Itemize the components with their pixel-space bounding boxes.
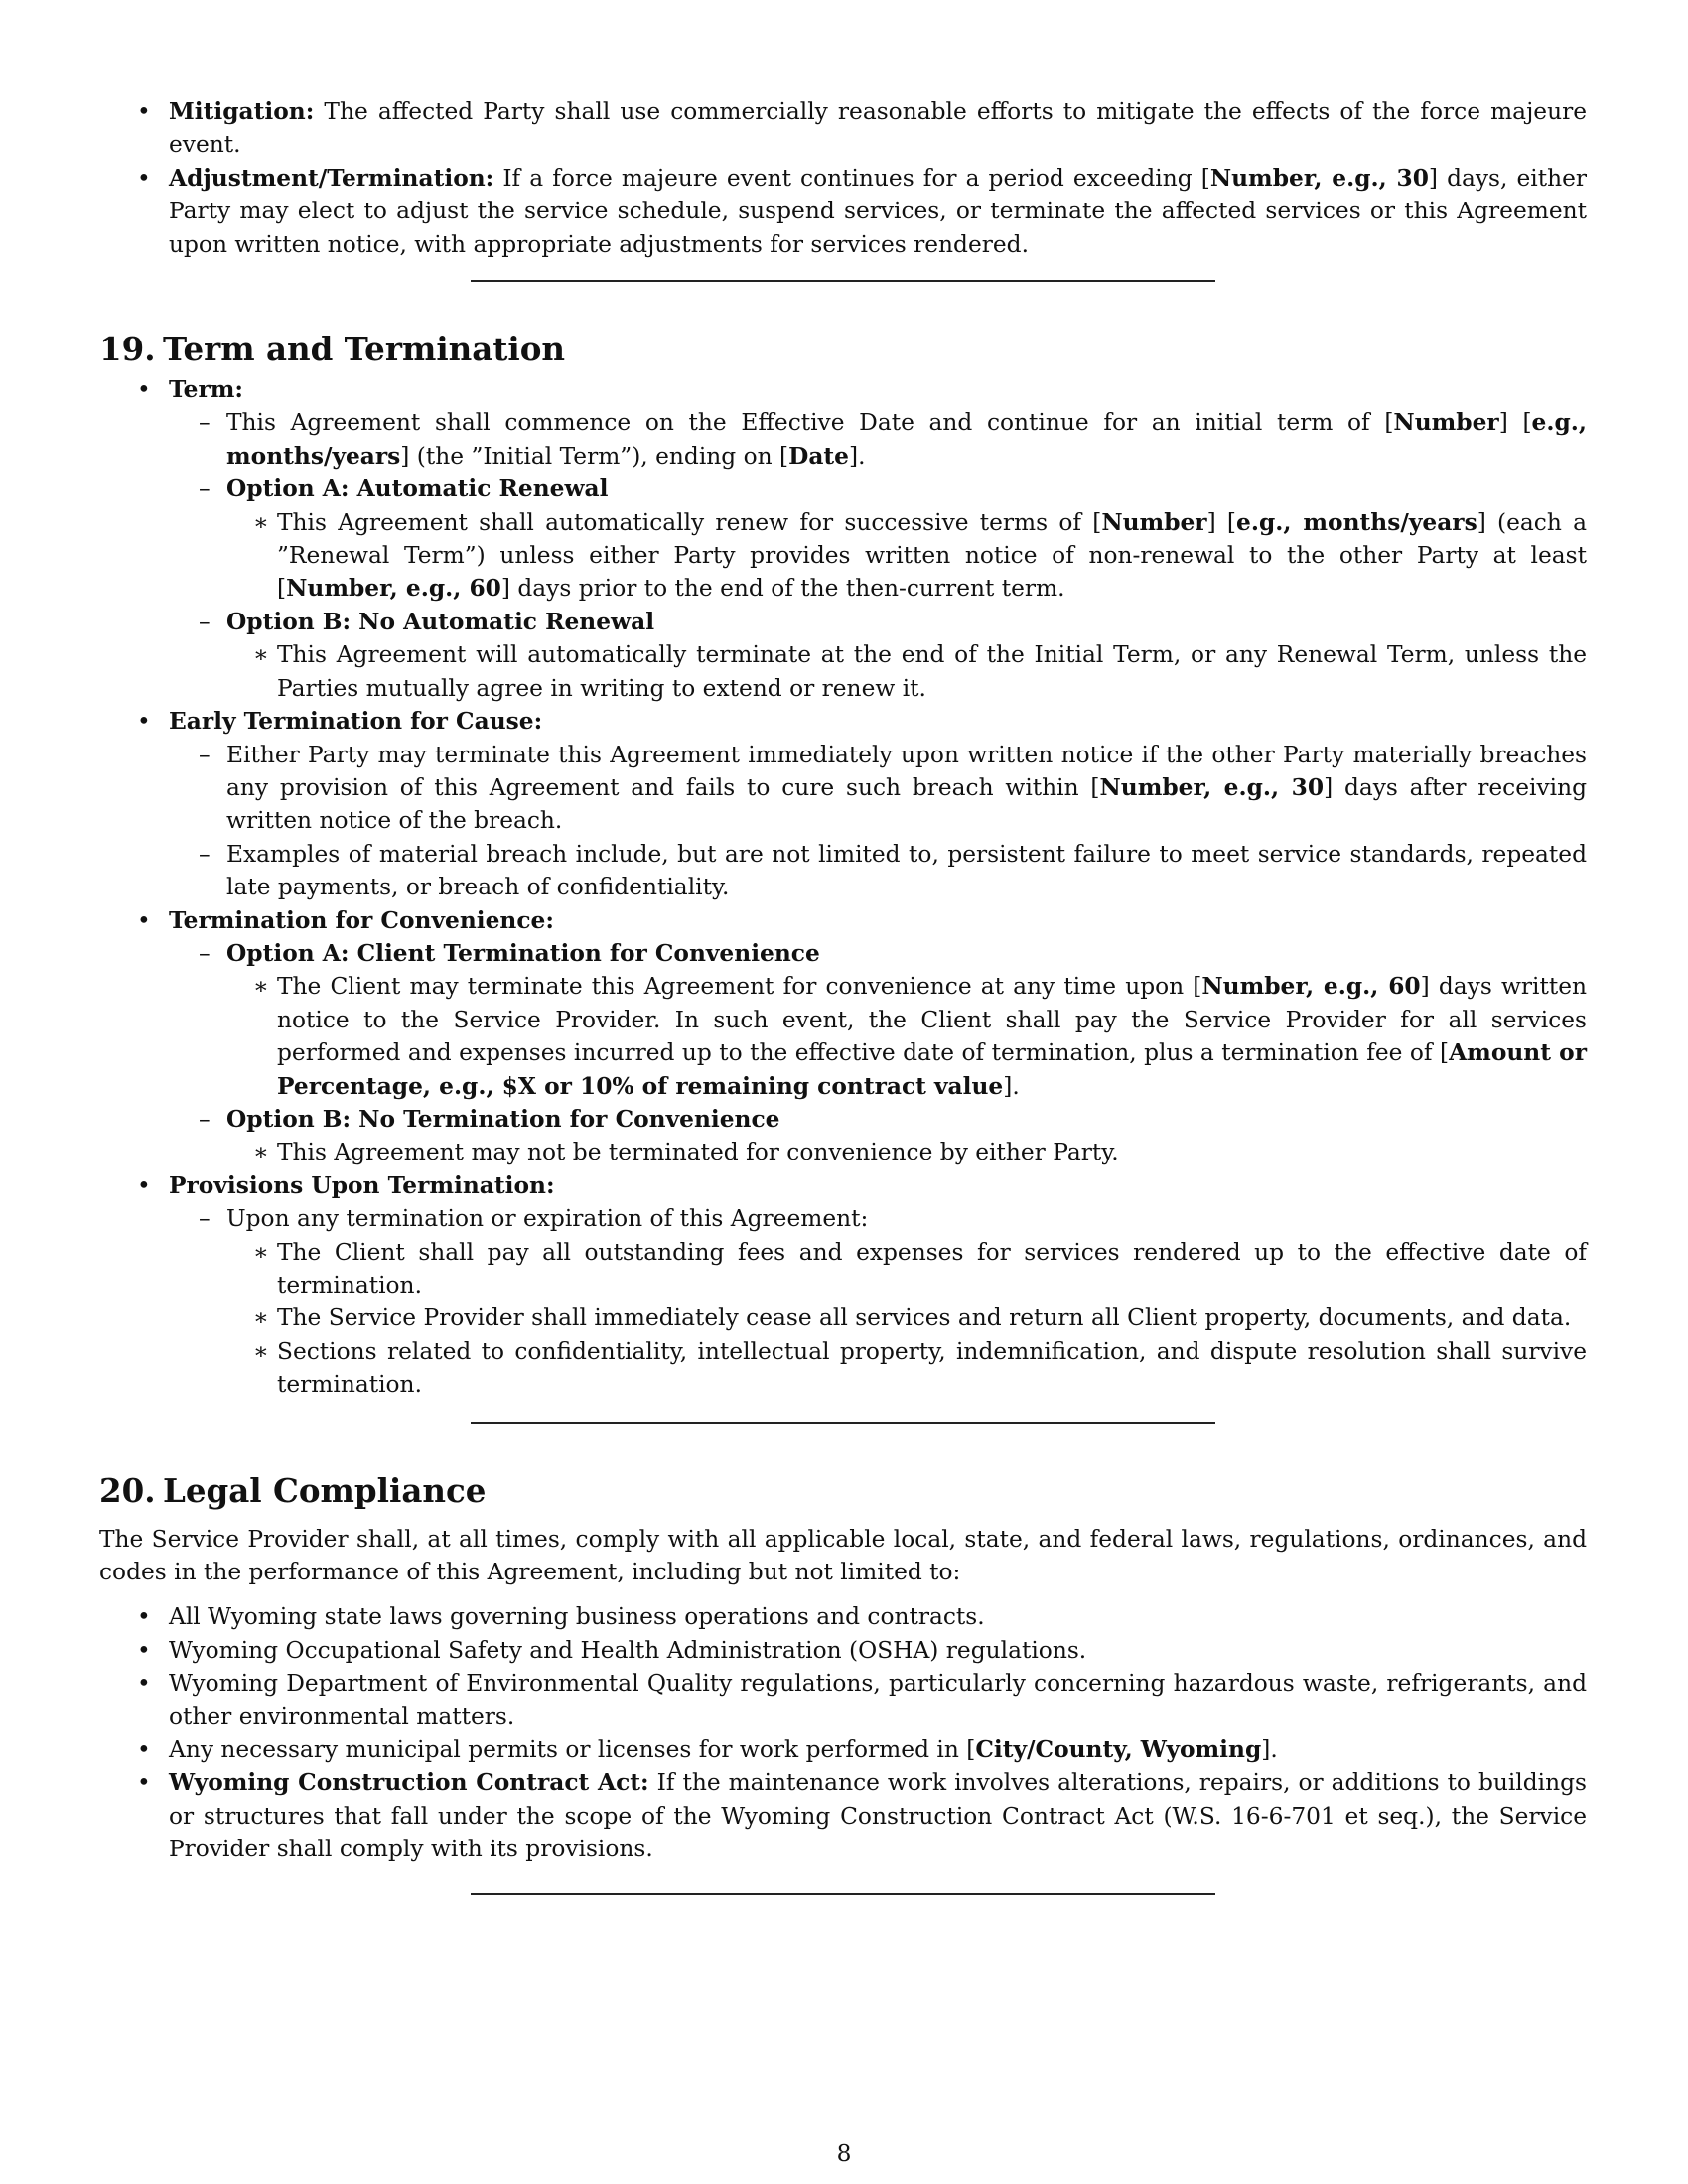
section-number: 20.: [99, 1470, 156, 1510]
section-20-intro: The Service Provider shall, at all times, comply with all applicable local, state, and federal laws, regulations, ordinances, and codes in the performance of this Agreement, including but not limited to:: [99, 1525, 1587, 1586]
list-item-permits: [99, 1733, 1587, 1766]
provisions-subsublist: [226, 1236, 1587, 1402]
section-20-heading: [99, 1470, 1587, 1512]
section-20-list: [99, 1600, 1587, 1865]
option-label: Option B: No Automatic Renewal: [226, 608, 655, 635]
list-item-adjustment-termination: [99, 162, 1587, 261]
list-item-mitigation: [99, 95, 1587, 162]
section-number: 19.: [99, 330, 156, 369]
item-text: This Agreement shall automatically renew for successive terms of [: [277, 508, 1102, 536]
subsublist-item: ∗ Sections related to confidentiality, intellectual property, indemnification, and dispute resolution shall survive termination.: [226, 1335, 1587, 1402]
option-a-convenience-sublist: [226, 970, 1587, 1103]
sublist-item: – Examples of material breach include, but are not limited to, persistent failure to meet service standards, repeated late payments, or breach of confidentiality.: [169, 838, 1587, 904]
item-text: Any necessary municipal permits or licenses for work performed in [: [169, 1736, 976, 1764]
placeholder-text: City/County, Wyoming: [975, 1736, 1262, 1764]
list-item: • Wyoming Department of Environmental Quality regulations, particularly concerning hazardous waste, refrigerants, and other environmental matters.: [99, 1667, 1587, 1733]
item-label: Term:: [169, 376, 244, 404]
option-label: Option B: No Termination for Convenience: [226, 1105, 780, 1133]
convenience-sublist: [169, 937, 1587, 1169]
subsublist-item: [226, 970, 1587, 1103]
subsublist-item: ∗ The Service Provider shall immediately cease all services and return all Client property, documents, and data.: [226, 1301, 1587, 1334]
sublist-item-option-a-renewal: [169, 473, 1587, 606]
item-text: ] days after receiving written notice of the breach.: [226, 773, 1587, 835]
list-item-early-termination: [99, 705, 1587, 903]
item-text: If the maintenance work involves alterations, repairs, or additions to buildings or structures that fall under the scope of the Wyoming Construction Contract Act (W.S. 16-6-701 et seq.), the Service Provider shall comply with its provisions.: [169, 1769, 1587, 1863]
item-label: Mitigation:: [169, 98, 315, 125]
item-text: ] days, either Party may elect to adjust the service schedule, suspend services, or terminate the affected services or this Agreement upon written notice, with appropriate adjustments for services rendered.: [169, 164, 1587, 258]
item-text: ].: [849, 442, 866, 470]
placeholder-text: Number, e.g., 30: [1099, 773, 1325, 801]
section-title: Legal Compliance: [163, 1470, 487, 1510]
item-text: The Client may terminate this Agreement for convenience at any time upon [: [277, 973, 1202, 1001]
item-text: This Agreement shall commence on the Effective Date and continue for an initial term of [: [226, 409, 1394, 437]
section-19-list: [99, 373, 1587, 1402]
item-text: ] days written notice to the Service Provider. In such event, the Client shall pay the Service Provider for all services performed and expenses incurred up to the effective date of termination, plus a termination fee of [: [277, 973, 1587, 1067]
item-text: ] [: [1206, 508, 1237, 536]
item-text: ].: [1261, 1736, 1278, 1764]
option-b-sublist: [226, 638, 1587, 705]
item-text: The affected Party shall use commercially reasonable efforts to mitigate the effects of the force majeure event.: [169, 98, 1588, 159]
placeholder-text: Date: [788, 442, 850, 470]
placeholder-text: Number, e.g., 30: [1209, 164, 1429, 192]
item-text: ] (each a ”Renewal Term”) unless either Party provides written notice of non-renewal to the other Party at least [: [277, 508, 1587, 603]
placeholder-text: Number, e.g., 60: [286, 575, 501, 603]
sublist-item-option-b-convenience: [169, 1103, 1587, 1169]
subsublist-item: ∗ This Agreement may not be terminated for convenience by either Party.: [226, 1136, 1587, 1168]
option-label: Option A: Client Termination for Convenience: [226, 939, 820, 967]
item-label: Provisions Upon Termination:: [169, 1171, 555, 1199]
option-a-sublist: [226, 506, 1587, 606]
sublist-item-initial-term: [169, 406, 1587, 473]
item-text: If a force majeure event continues for a period exceeding [: [502, 164, 1210, 192]
section-title: Term and Termination: [163, 330, 566, 369]
early-termination-sublist: [169, 739, 1587, 904]
placeholder-text: e.g., months/years: [226, 409, 1587, 470]
document-page: [99, 95, 1587, 1895]
list-item-term: [99, 373, 1587, 705]
sublist-item: [169, 1202, 1587, 1401]
item-text: ].: [1003, 1072, 1020, 1100]
section-divider: [471, 280, 1215, 282]
page-number: 8: [836, 2140, 852, 2167]
item-label: Termination for Convenience:: [169, 906, 554, 934]
subsublist-item: ∗ The Client shall pay all outstanding fees and expenses for services rendered up to the effective date of termination.: [226, 1236, 1587, 1302]
item-text: Either Party may terminate this Agreement immediately upon written notice if the other Party materially breaches any provision of this Agreement and fails to cure such breach within [: [226, 741, 1587, 801]
item-label: Early Termination for Cause:: [169, 708, 543, 736]
list-item-provisions-upon-termination: [99, 1169, 1587, 1402]
list-item-termination-convenience: [99, 904, 1587, 1169]
item-text: Upon any termination or expiration of this Agreement:: [226, 1205, 869, 1233]
list-item: • All Wyoming state laws governing business operations and contracts.: [99, 1600, 1587, 1633]
placeholder-text: Number: [1393, 409, 1499, 437]
placeholder-text: Number, e.g., 60: [1201, 973, 1421, 1001]
item-text: ] days prior to the end of the then-current term.: [500, 575, 1065, 603]
sublist-item: [169, 739, 1587, 838]
option-b-convenience-sublist: [226, 1136, 1587, 1168]
subsublist-item: [226, 506, 1587, 606]
item-text: ] [: [1498, 409, 1532, 437]
subsublist-item: ∗ This Agreement will automatically terminate at the end of the Initial Term, or any Renewal Term, unless the Parties mutually agree in writing to extend or renew it.: [226, 638, 1587, 705]
section-divider: [471, 1893, 1215, 1895]
item-text: ] (the ”Initial Term”), ending on [: [400, 442, 789, 470]
force-majeure-list: [99, 95, 1587, 261]
list-item: • Wyoming Occupational Safety and Health Administration (OSHA) regulations.: [99, 1634, 1587, 1667]
option-label: Option A: Automatic Renewal: [226, 476, 609, 503]
section-19-heading: [99, 329, 1587, 370]
term-sublist: [169, 406, 1587, 705]
placeholder-text: Number: [1101, 508, 1207, 536]
section-divider: [471, 1422, 1215, 1424]
list-item-wyoming-construction-contract-act: [99, 1766, 1587, 1865]
placeholder-text: Amount or Percentage, e.g., $X or 10% of remaining contract value: [277, 1039, 1587, 1100]
item-label: Adjustment/Termination:: [169, 164, 494, 192]
item-label: Wyoming Construction Contract Act:: [169, 1769, 649, 1797]
provisions-sublist: [169, 1202, 1587, 1401]
sublist-item-option-b-renewal: [169, 606, 1587, 705]
placeholder-text: e.g., months/years: [1236, 508, 1477, 536]
sublist-item-option-a-convenience: [169, 937, 1587, 1103]
